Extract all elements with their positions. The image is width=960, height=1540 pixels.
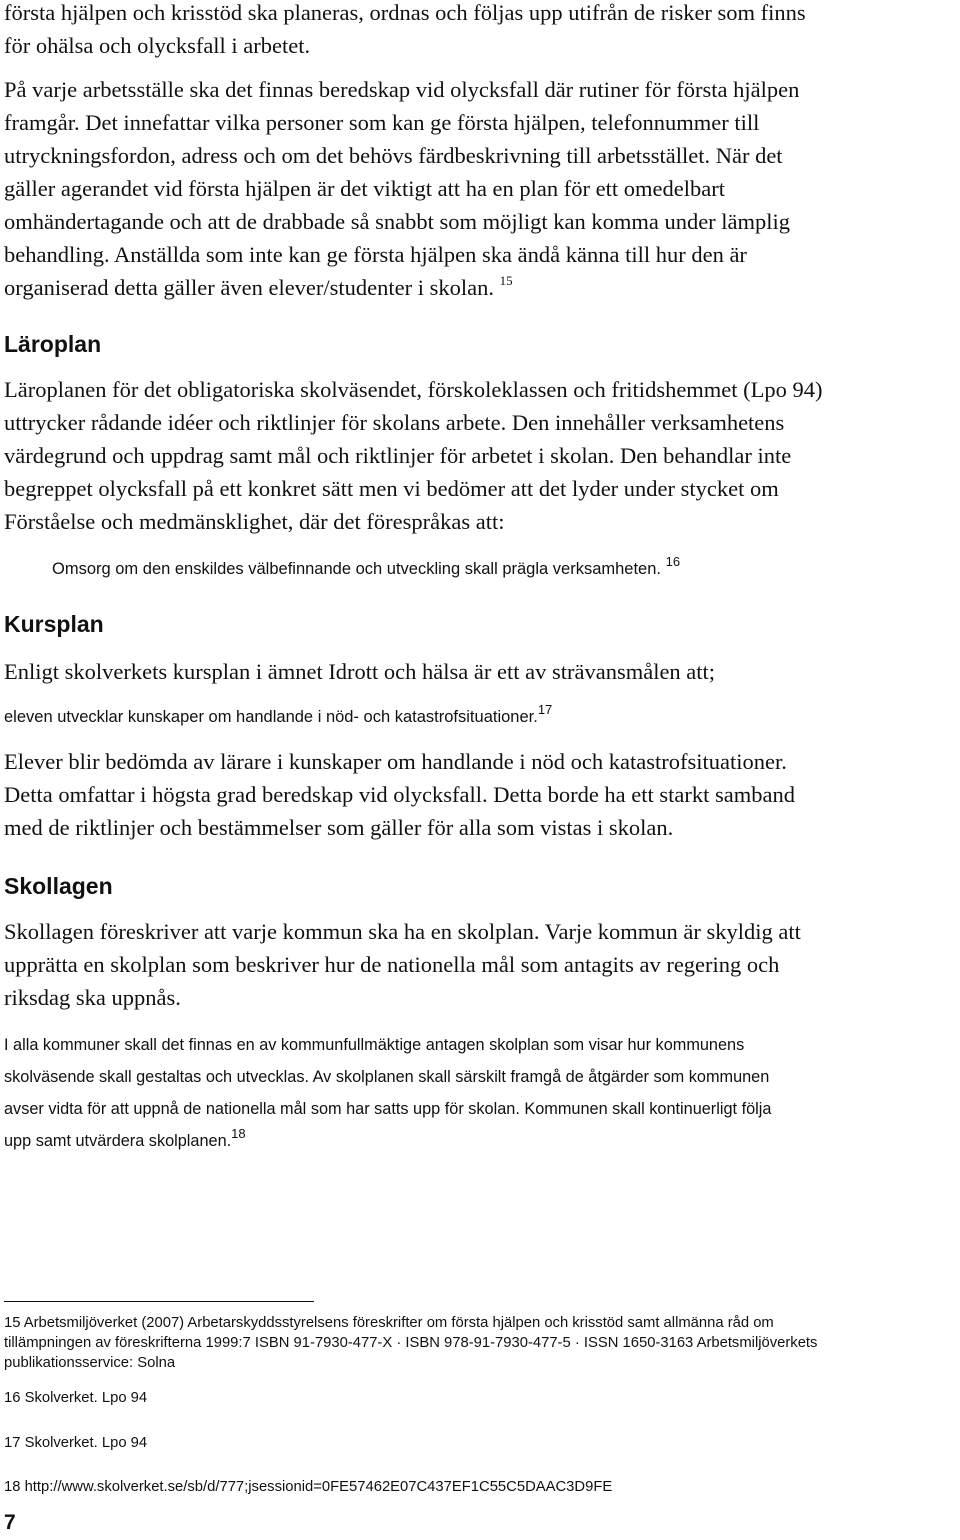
text-line [4,701,954,733]
footnote-18 [4,1477,959,1497]
text-line: På varje arbetsställe ska det finnas beredskap vid olycksfall där rutiner för första hjälpen [4,77,800,102]
footnote-17 [4,1433,959,1453]
text-line: skolväsende skall gestaltas och utvecklas. Av skolplanen skall särskilt framgå de åtgärder som kommunen [4,1068,770,1086]
kursplan-intro [4,655,954,688]
text-line: I alla kommuner skall det finnas en av kommunfullmäktige antagen skolplan som visar hur kommunens [4,1036,745,1054]
text-line: framgår. Det innefattar vilka personer som kan ge första hjälpen, telefonnummer till [4,110,760,135]
text-line: riksdag ska uppnås. [4,985,181,1010]
text-line: Skollagen föreskriver att varje kommun ska ha en skolplan. Varje kommun är skyldig att [4,919,801,944]
text-line [4,271,954,304]
footnote-line: 17 Skolverket. Lpo 94 [4,1435,148,1451]
section-heading-skollagen: Skollagen [4,873,113,899]
text-line: med de riktlinjer och bestämmelser som gäller för alla som vistas i skolan. [4,815,674,840]
text-line: gäller agerandet vid första hjälpen är det viktigt att ha en plan för ett omedelbart [4,176,725,201]
section-heading-kursplan: Kursplan [4,611,104,637]
footnote-line: 15 Arbetsmiljöverket (2007) Arbetarskyddsstyrelsens föreskrifter om första hjälpen och krisstöd samt allmänna råd om [4,1315,774,1331]
text-line [4,1125,954,1157]
footnote-ref[interactable]: 15 [499,272,513,288]
laroplan-quote [52,553,952,585]
quote-text: upp samt utvärdera skolplanen. [4,1132,232,1150]
footnote-ref[interactable]: 16 [665,553,681,569]
footnote-15 [4,1313,959,1373]
quote-text: Omsorg om den enskildes välbefinnande och utveckling skall prägla verksamheten. [52,560,661,578]
text-line: behandling. Anställda som inte kan ge första hjälpen ska ändå känna till hur den är [4,242,747,267]
text-line: Läroplanen för det obligatoriska skolväsendet, förskoleklassen och fritidshemmet (Lpo 94) [4,377,823,402]
footnote-line: publikationsservice: Solna [4,1355,176,1371]
text-line: Enligt skolverkets kursplan i ämnet Idrott och hälsa är ett av strävansmålen att; [4,659,716,684]
text-line: omhändertagande och att de drabbade så snabbt som möjligt kan komma under lämplig [4,209,791,234]
footnote-16 [4,1388,959,1408]
text-line: avser vidta för att uppnå de nationella mål som har satts upp för skolan. Kommunen skall kontinuerligt följa [4,1100,772,1118]
footnote-ref[interactable]: 18 [231,1125,246,1141]
kursplan-paragraph [4,745,954,844]
text-line: utryckningsfordon, adress och om det behövs färdbeskrivning till arbetsstället. När det [4,143,783,168]
footnote-line: 16 Skolverket. Lpo 94 [4,1390,148,1406]
text-line: uttrycker rådande idéer och riktlinjer för skolans arbete. Den innehåller verksamhetens [4,410,785,435]
laroplan-paragraph [4,373,954,538]
skollagen-quote [4,1029,954,1157]
text-line: Detta omfattar i högsta grad beredskap vid olycksfall. Detta borde ha ett starkt samband [4,782,795,807]
text-line: Förståelse och medmänsklighet, där det förespråkas att: [4,509,505,534]
footnote-line: tillämpningen av föreskrifterna 1999:7 ISBN 91-7930-477-X · ISBN 978-91-7930-477-5 · ISSN 1650-3163 Arbetsmiljöverkets [4,1335,818,1351]
kursplan-quote [4,701,954,733]
text-line: begreppet olycksfall på ett konkret sätt men vi bedömer att det lyder under stycket om [4,476,779,501]
section-heading-laroplan: Läroplan [4,331,102,357]
readiness-paragraph [4,73,954,304]
text-line: första hjälpen och krisstöd ska planeras, ordnas och följas upp utifrån de risker som finns [4,0,806,25]
text-line: upprätta en skolplan som beskriver hur de nationella mål som antagits av regering och [4,952,780,977]
page-number: 7 [4,1511,16,1534]
skollagen-paragraph [4,915,954,1014]
quote-text: eleven utvecklar kunskaper om handlande i nöd- och katastrofsituationer. [4,708,538,726]
footnote-ref[interactable]: 17 [537,701,553,717]
text-line: värdegrund och uppdrag samt mål och riktlinjer för arbetet i skolan. Den behandlar inte [4,443,792,468]
footnote-separator [4,1301,314,1302]
footnote-link[interactable]: 18 http://www.skolverket.se/sb/d/777;jsessionid=0FE57462E07C437EF1C55C5DAAC3D9FE [4,1479,613,1495]
text-line: Elever blir bedömda av lärare i kunskaper om handlande i nöd och katastrofsituationer. [4,749,787,774]
text-segment: organiserad detta gäller även elever/studenter i skolan. [4,275,495,300]
text-line [52,553,952,585]
intro-paragraph [4,0,954,62]
text-line: för ohälsa och olycksfall i arbetet. [4,33,311,58]
